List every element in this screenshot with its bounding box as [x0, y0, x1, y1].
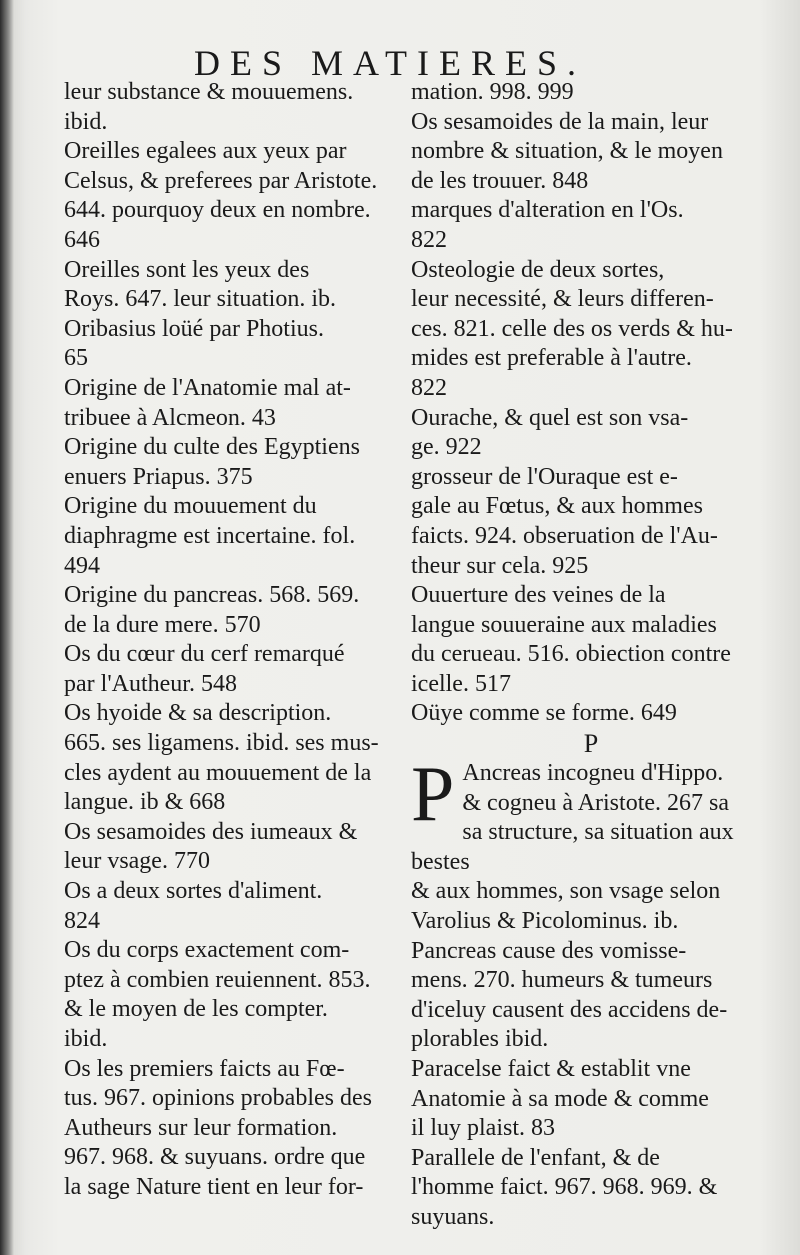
index-line: ibid.: [64, 108, 108, 135]
index-line: grosseur de l'Ouraque est e-: [411, 463, 678, 490]
index-line: ge. 922: [411, 434, 482, 461]
index-line: leur substance & mouuemens.: [64, 79, 354, 105]
index-line: Origine du mouuement du: [64, 493, 317, 520]
index-line: Oüye comme se forme. 649: [411, 700, 677, 727]
index-line: & le moyen de les compter.: [64, 996, 328, 1023]
index-line: plorables ibid.: [411, 1026, 549, 1053]
page-binding-edge: [0, 0, 14, 1255]
index-line: tribuee à Alcmeon. 43: [64, 404, 276, 431]
index-line: Pancreas cause des vomisse-: [411, 937, 687, 964]
index-line: Celsus, & preferees par Aristote.: [64, 167, 378, 194]
index-line: 494: [64, 552, 100, 579]
index-line: de la dure mere. 570: [64, 611, 261, 638]
index-line: ptez à combien reuiennent. 853.: [64, 966, 371, 993]
index-line: cles aydent au mouuement de la: [64, 759, 372, 786]
index-line: Ouuerture des veines de la: [411, 582, 666, 609]
index-line: diaphragme est incertaine. fol.: [64, 522, 356, 549]
index-line: sa structure, sa situation aux bestes: [411, 819, 734, 875]
index-line-text: Ancreas incogneu d'Hippo.: [462, 760, 724, 787]
index-line: 644. pourquoy deux en nombre.: [64, 197, 371, 224]
index-line: Varolius & Picolominus. ib.: [411, 908, 679, 935]
index-line: 665. ses ligamens. ibid. ses mus-: [64, 730, 379, 757]
index-line: du cerueau. 516. obiection contre: [411, 641, 731, 668]
index-line: Paracelse faict & establit vne: [411, 1056, 691, 1082]
index-line: 824: [64, 907, 100, 934]
index-line: enuers Priapus. 375: [64, 463, 253, 490]
index-line: gale au Fœtus, & aux hommes: [411, 493, 703, 520]
index-line: par l'Autheur. 548: [64, 670, 237, 697]
index-line: Ourache, & quel est son vsa-: [411, 404, 689, 431]
index-line: Oreilles egalees aux yeux par: [64, 138, 347, 165]
index-line: marques d'alteration en l'Os.: [411, 197, 684, 224]
index-line: leur necessité, & leurs differen-: [411, 286, 714, 313]
index-line: Origine du culte des Egyptiens: [64, 434, 360, 461]
index-line: langue. ib & 668: [64, 789, 226, 816]
index-line: ces. 821. celle des os verds & hu-: [411, 315, 733, 342]
index-line: d'iceluy causent des accidens de-: [411, 996, 728, 1023]
index-line: P: [583, 729, 599, 759]
index-line: Origine de l'Anatomie mal at-: [64, 374, 351, 401]
index-line: icelle. 517: [411, 670, 511, 697]
running-header: DES MATIERES.: [193, 43, 587, 83]
index-line: tus. 967. opinions probables des: [64, 1085, 372, 1112]
left-column: [64, 78, 404, 1203]
index-line: Os les premiers faicts au Fœ-: [64, 1055, 345, 1082]
index-line: ibid.: [64, 1026, 108, 1052]
index-line: Parallele de l'enfant, & de: [411, 1144, 660, 1171]
index-line: Os hyoide & sa description.: [64, 700, 332, 727]
index-line: langue souueraine aux maladies: [411, 611, 717, 638]
index-line: Origine du pancreas. 568. 569.: [64, 582, 360, 609]
index-line: theur sur cela. 925: [411, 552, 589, 579]
index-line: Os du cœur du cerf remarqué: [64, 641, 345, 668]
drop-cap: P: [411, 750, 455, 838]
index-line: leur vsage. 770: [64, 848, 210, 875]
index-line: Osteologie de deux sortes,: [411, 256, 665, 283]
index-line: Oreilles sont les yeux des: [64, 256, 310, 283]
index-line: mides est preferable à l'autre.: [411, 345, 692, 372]
index-line: mens. 270. humeurs & tumeurs: [411, 967, 713, 994]
index-line: & aux hommes, son vsage selon: [411, 878, 721, 905]
right-column: [411, 78, 771, 1233]
index-line: 822: [411, 226, 447, 253]
index-line: 646: [64, 226, 100, 253]
index-line: 822: [411, 374, 447, 401]
index-line: Autheurs sur leur formation.: [64, 1114, 338, 1141]
index-line: mation. 998. 999: [411, 79, 574, 105]
index-line: la sage Nature tient en leur for-: [64, 1173, 364, 1200]
index-line: Os a deux sortes d'aliment.: [64, 878, 323, 905]
index-line: & cogneu à Aristote. 267 sa: [462, 789, 730, 816]
index-line: Oribasius loüé par Photius.: [64, 315, 324, 342]
index-line: Os sesamoides des iumeaux &: [64, 818, 358, 845]
index-line: suyuans.: [411, 1203, 495, 1230]
index-line: Os sesamoides de la main, leur: [411, 108, 709, 135]
index-line: de les trouuer. 848: [411, 167, 589, 194]
index-line: 65: [64, 345, 88, 372]
index-line: l'homme faict. 967. 968. 969. &: [411, 1174, 718, 1201]
index-line: 967. 968. & suyuans. ordre que: [64, 1144, 366, 1171]
index-line: Anatomie à sa mode & comme: [411, 1085, 709, 1112]
index-line: nombre & situation, & le moyen: [411, 138, 723, 165]
index-line: il luy plaist. 83: [411, 1115, 555, 1142]
index-line: faicts. 924. obseruation de l'Au-: [411, 522, 718, 549]
index-line: Os du corps exactement com-: [64, 937, 350, 964]
index-line: Roys. 647. leur situation. ib.: [64, 286, 336, 313]
